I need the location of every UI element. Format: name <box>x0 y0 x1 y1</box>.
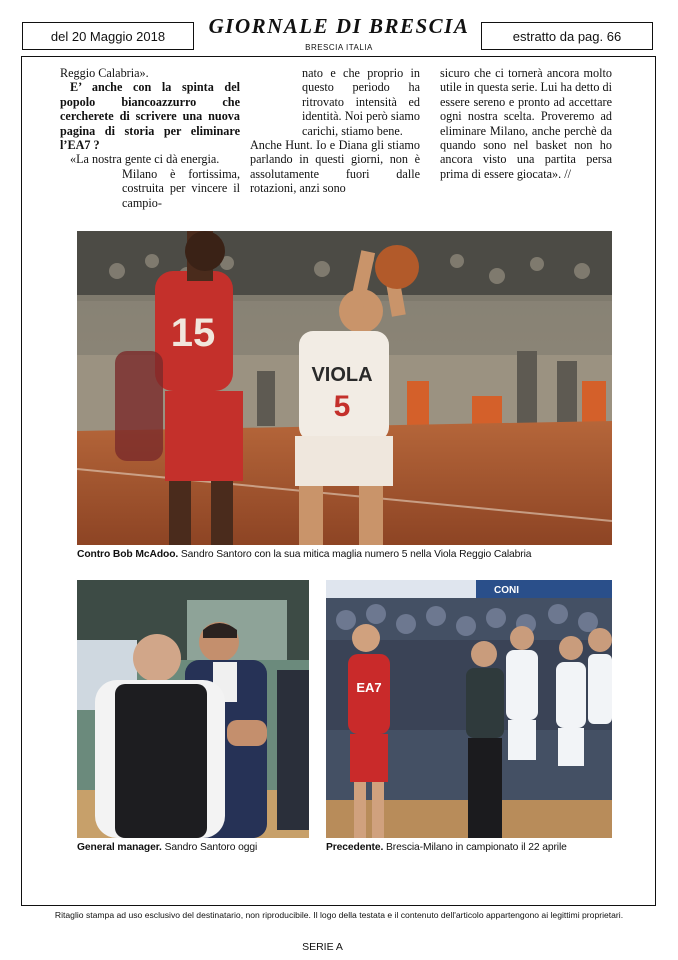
precedente-caption-text: Brescia-Milano in campionato il 22 aprile <box>383 842 567 853</box>
main-caption-bold: Contro Bob McAdoo. <box>77 549 179 560</box>
page-reference: estratto da pag. 66 <box>512 28 622 44</box>
paragraph-end: Reggio Calabria». <box>60 66 149 80</box>
general-manager-caption <box>77 842 257 853</box>
arena-banner-text: CONI <box>494 585 519 596</box>
santoro-jersey-text: VIOLA <box>311 364 373 386</box>
brescia-milano-photo <box>326 580 612 838</box>
main-photo-caption <box>77 549 531 560</box>
date-box <box>22 22 194 50</box>
general-manager-photo <box>77 580 309 838</box>
opponent-jersey-number: 15 <box>170 311 216 355</box>
masthead-title: GIORNALE DI BRESCIA <box>208 14 470 38</box>
gm-caption-bold: General manager. <box>77 842 162 853</box>
column-3-text: sicuro che ci tornerà ancora molto utile in questa serie. Lui ha detto di essere sereno e pronto ad accettare ogni nostra scelta. Proveremo ad eliminare Milano, anche perchè da quando sono nel basket non ho ancora visto una partita persa prima di essere giocata». // <box>440 66 612 181</box>
main-caption-text: Sandro Santoro con la sua mitica maglia numero 5 nella Viola Reggio Calabria <box>178 549 532 560</box>
answer-continued: Milano è fortissima, costruita per vincere il campio- <box>122 166 240 210</box>
column-2-text-a: nato e che proprio in questo periodo ha ritrovato intensità ed identità. Noi però siamo carichi, stiamo bene. <box>302 66 420 138</box>
article-column-2 <box>250 66 420 196</box>
masthead-edition: BRESCIA ITALIA <box>305 43 373 52</box>
gm-caption-text: Sandro Santoro oggi <box>161 842 258 853</box>
publication-date: del 20 Maggio 2018 <box>50 28 166 44</box>
santoro-jersey-number: 5 <box>333 390 351 423</box>
article-column-3 <box>440 66 612 181</box>
copyright-disclaimer: Ritaglio stampa ad uso esclusivo del destinatario, non riproducibile. Il logo della testata e il contenuto dell'articolo appartengono ai legittimi proprietari. <box>54 910 624 920</box>
milano-jersey-text: EA7 <box>356 680 382 695</box>
masthead <box>200 14 478 52</box>
interview-question: E’ anche con la spinta del popolo biancoazzurro che cercherete di scrivere una nuova pagina di storia per eliminare l’EA7 ? <box>60 80 240 153</box>
page-reference-box <box>481 22 653 50</box>
column-2-text-b: Anche Hunt. Io e Diana gli stiamo parlando in questi giorni, non è assolutamente fuori dalle rotazioni, anzi sono <box>250 138 420 196</box>
main-photo <box>77 231 612 545</box>
section-label: SERIE A <box>302 941 343 953</box>
answer-start: «La nostra gente ci dà energia. <box>70 152 220 167</box>
precedente-caption-bold: Precedente. <box>326 842 384 853</box>
brescia-milano-caption <box>326 842 567 853</box>
article-column-1 <box>60 66 240 210</box>
